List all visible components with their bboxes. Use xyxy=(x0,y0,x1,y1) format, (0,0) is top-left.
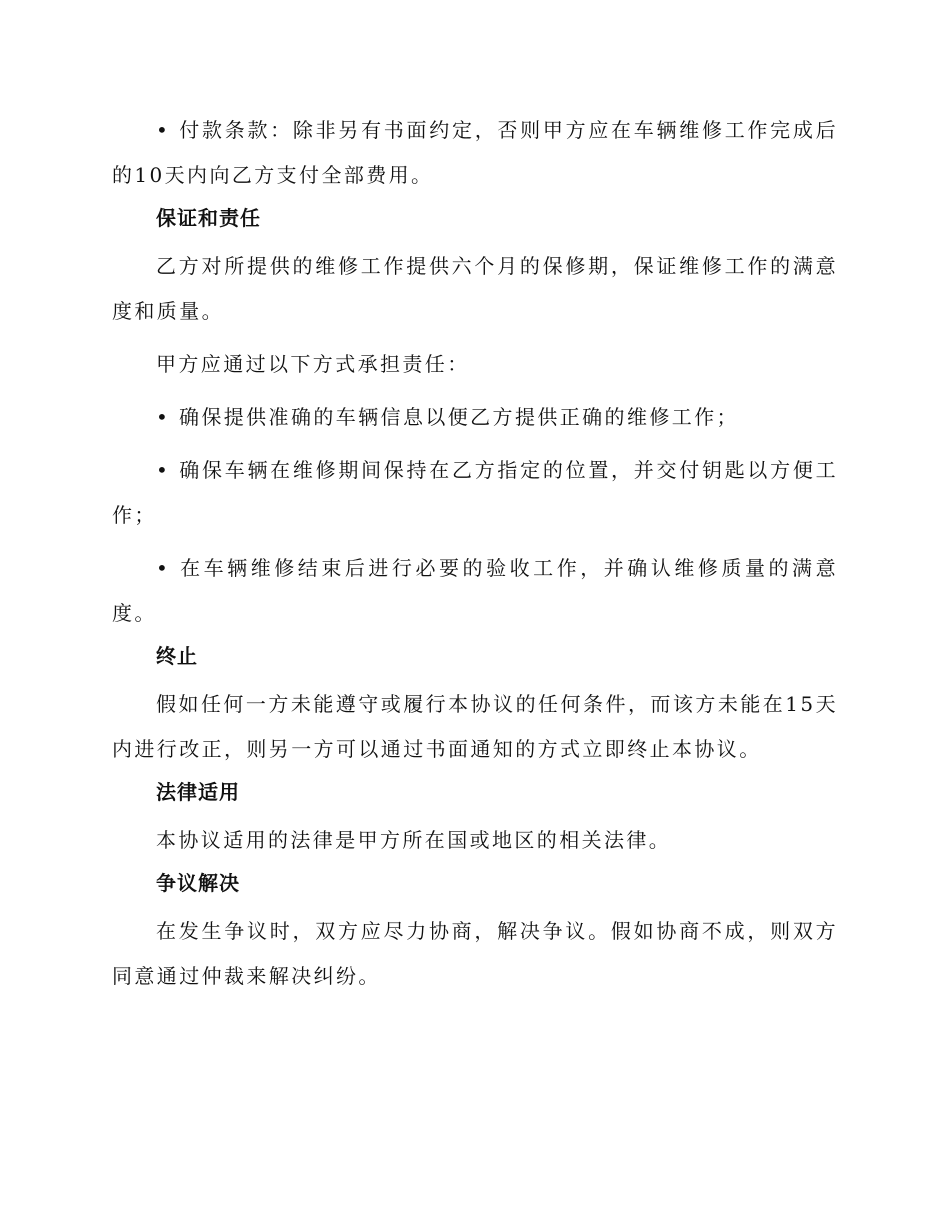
responsibility-intro-paragraph: 甲方应通过以下方式承担责任： xyxy=(156,352,470,376)
warranty-heading: 保证和责任 xyxy=(156,206,261,230)
dispute-resolution-paragraph: 在发生争议时，双方应尽力协商，解决争议。假如协商不成，则双方同意通过仲裁来解决纠纷。 xyxy=(112,919,838,988)
dispute-resolution-heading: 争议解决 xyxy=(156,871,240,895)
warranty-paragraph: 乙方对所提供的维修工作提供六个月的保修期，保证维修工作的满意度和质量。 xyxy=(112,254,838,323)
governing-law-heading: 法律适用 xyxy=(156,780,240,804)
termination-paragraph: 假如任何一方未能遵守或履行本协议的任何条件，而该方未能在15天内进行改正，则另一方可以通过书面通知的方式立即终止本协议。 xyxy=(112,692,838,761)
payment-terms-paragraph: • 付款条款：除非另有书面约定，否则甲方应在车辆维修工作完成后的10天内向乙方支付全部费用。 xyxy=(112,118,838,187)
document-page xyxy=(112,108,838,999)
governing-law-paragraph: 本协议适用的法律是甲方所在国或地区的相关法律。 xyxy=(156,828,672,852)
termination-heading: 终止 xyxy=(156,644,198,668)
responsibility-item-3: • 在车辆维修结束后进行必要的验收工作，并确认维修质量的满意度。 xyxy=(112,556,838,625)
responsibility-item-2: • 确保车辆在维修期间保持在乙方指定的位置，并交付钥匙以方便工作； xyxy=(112,458,838,527)
responsibility-item-1: • 确保提供准确的车辆信息以便乙方提供正确的维修工作； xyxy=(156,405,739,429)
